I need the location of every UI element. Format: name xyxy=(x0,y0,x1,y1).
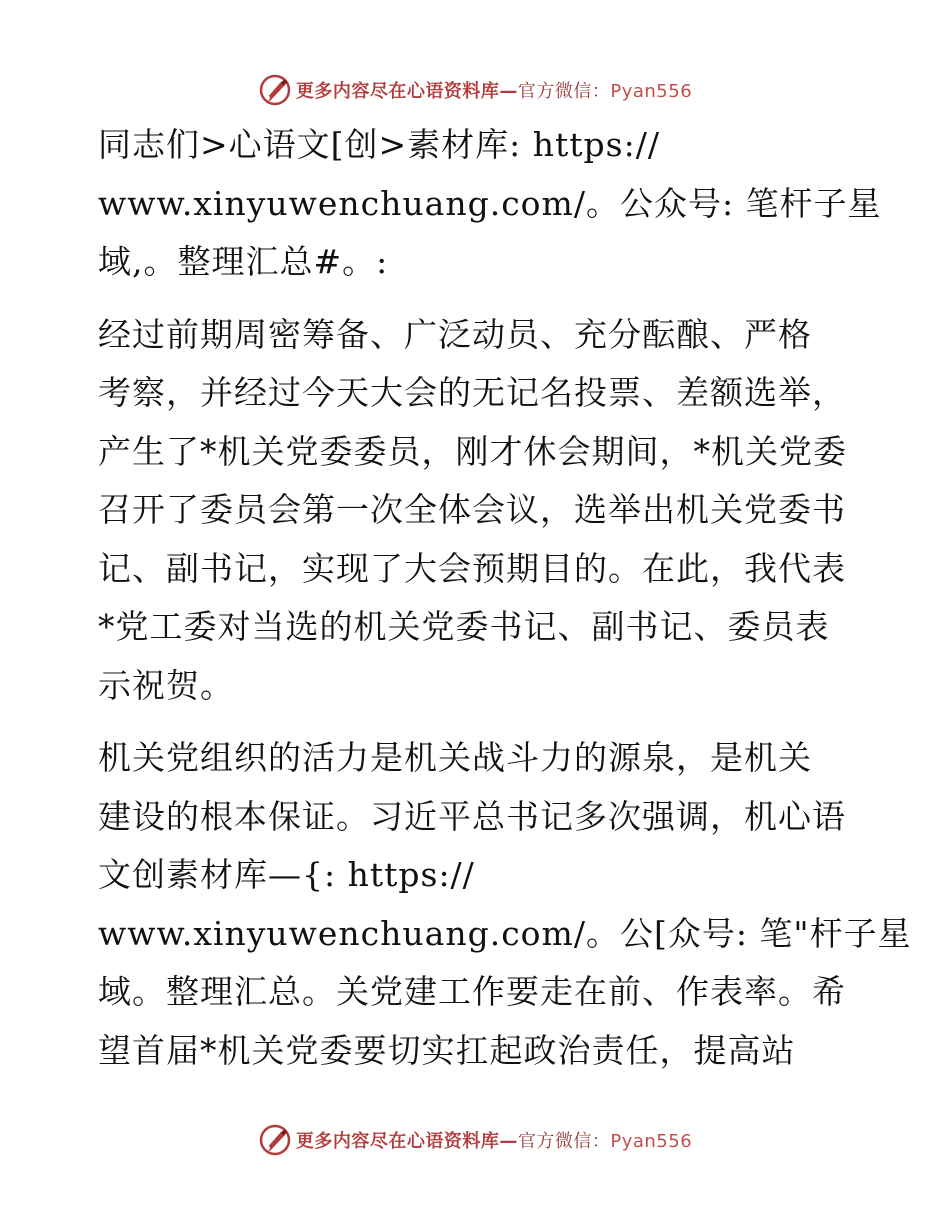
pen-logo-icon xyxy=(258,1123,292,1157)
document-body xyxy=(98,116,912,1094)
paragraph-1 xyxy=(98,116,882,292)
text-line: 同志们>心语文[创>素材库: https:// xyxy=(98,125,660,164)
wechat-id: Pyan556 xyxy=(610,81,693,102)
wechat-label: 官方微信： xyxy=(517,1131,611,1152)
banner-title: 更多内容尽在心语资料库 xyxy=(295,1131,500,1152)
text-line: 望首届*机关党委要切实扛起政治责任，提高站 xyxy=(98,1030,796,1070)
text-line: 召开了委员会第一次全体会议，选举出机关党委书 xyxy=(98,490,846,529)
text-line: 考察，并经过今天大会的无记名投票、差额选举， xyxy=(98,373,846,412)
text-line: 域。整理汇总。关党建工作要走在前、作表率。希 xyxy=(98,972,846,1011)
banner-title: 更多内容尽在心语资料库 xyxy=(295,81,500,102)
text-line: 文创素材库—{: https:// xyxy=(98,855,475,894)
text-line: 产生了*机关党委委员，刚才休会期间，*机关党委 xyxy=(98,431,847,471)
banner-dash: — xyxy=(499,81,518,102)
text-line: 记、副书记，实现了大会预期目的。在此，我代表 xyxy=(98,548,846,588)
paragraph-2 xyxy=(98,306,858,716)
banner-dash: — xyxy=(499,1131,518,1152)
text-line: www.xinyuwenchuang.com/。公众号: 笔杆子星 xyxy=(98,183,882,223)
text-line: 机关党组织的活力是机关战斗力的源泉，是机关 xyxy=(98,738,812,777)
pen-logo-icon xyxy=(258,73,292,107)
footer-banner-text xyxy=(296,1127,692,1153)
wechat-id: Pyan556 xyxy=(610,1131,693,1152)
text-line: www.xinyuwenchuang.com/。公[众号: 笔"杆子星 xyxy=(98,913,912,953)
wechat-label: 官方微信： xyxy=(517,81,611,102)
header-banner xyxy=(0,70,950,110)
footer-banner xyxy=(0,1120,950,1160)
header-banner-text xyxy=(296,77,692,103)
text-line: 经过前期周密筹备、广泛动员、充分酝酿、严格 xyxy=(98,314,812,354)
text-line: 域,。整理汇总#。: xyxy=(98,242,389,281)
text-line: *党工委对当选的机关党委书记、副书记、委员表 xyxy=(98,607,830,646)
paragraph-3 xyxy=(98,729,912,1080)
text-line: 建设的根本保证。习近平总书记多次强调，机心语 xyxy=(98,796,846,836)
text-line: 示祝贺。 xyxy=(98,665,234,705)
